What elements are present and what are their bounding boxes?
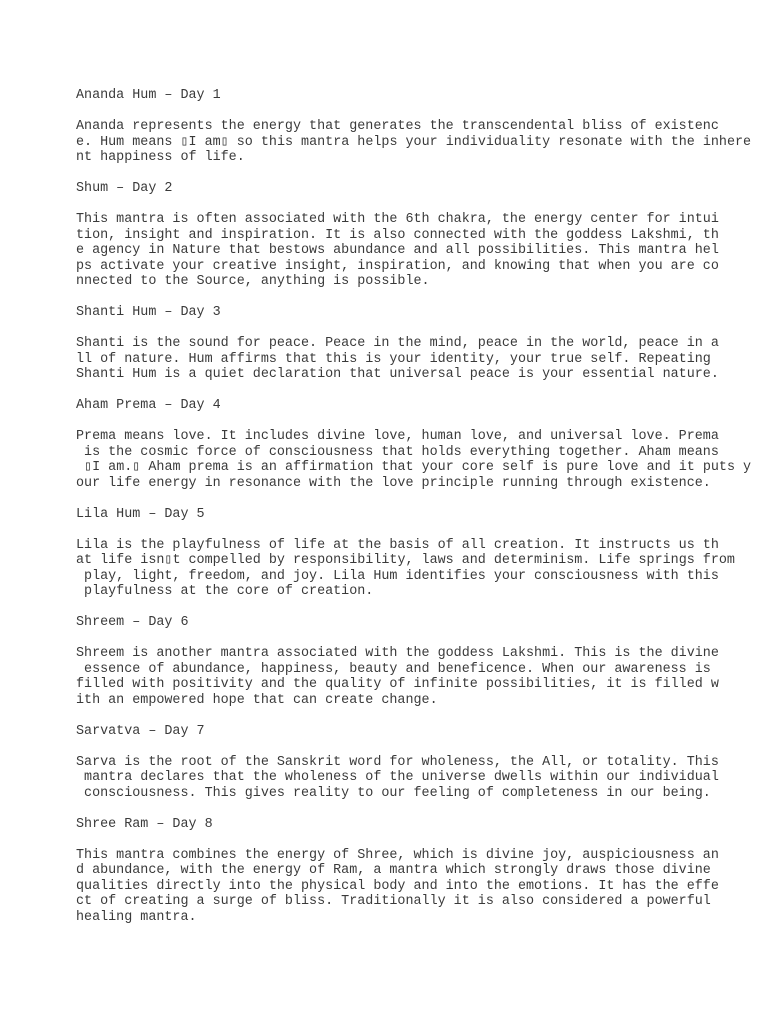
- body-line: mantra declares that the wholeness of the universe dwells within our individual: [76, 770, 719, 785]
- section-day-4: [76, 398, 752, 491]
- body-line: Shanti is the sound for peace. Peace in the mind, peace in the world, peace in a: [76, 336, 719, 351]
- body-line: is the cosmic force of consciousness that holds everything together. Aham means: [76, 444, 719, 460]
- body-line: play, light, freedom, and joy. Lila Hum identifies your consciousness with this: [76, 568, 719, 584]
- body-line: e. Hum means ▯I am▯ so this mantra helps your individuality resonate with the inhere: [76, 134, 752, 150]
- section-heading: Aham Prema – Day 4: [76, 398, 221, 413]
- body-line: essence of abundance, happiness, beauty and beneficence. When our awareness is: [76, 661, 711, 677]
- body-line: ▯I am.▯ Aham prema is an affirmation that your core self is pure love and it puts y: [76, 460, 752, 475]
- section-heading: Shreem – Day 6: [76, 615, 189, 630]
- body-line: consciousness. This gives reality to our feeling of completeness in our being.: [76, 785, 711, 801]
- section-body: [76, 538, 736, 600]
- body-line: healing mantra.: [76, 909, 197, 925]
- body-line: ct of creating a surge of bliss. Traditionally it is also considered a powerful: [76, 894, 711, 909]
- body-line: qualities directly into the physical body and into the emotions. It has the effe: [76, 878, 719, 894]
- body-line: ps activate your creative insight, inspiration, and knowing that when you are co: [76, 258, 719, 274]
- section-day-5: [76, 507, 736, 600]
- section-heading: Shum – Day 2: [76, 181, 173, 196]
- body-line: playfulness at the core of creation.: [76, 584, 374, 599]
- body-line: Lila is the playfulness of life at the basis of all creation. It instructs us th: [76, 537, 719, 553]
- body-line: Shreem is another mantra associated with the goddess Lakshmi. This is the divine: [76, 646, 719, 661]
- body-line: This mantra combines the energy of Shree, which is divine joy, auspiciousness an: [76, 847, 719, 863]
- body-line: d abundance, with the energy of Ram, a mantra which strongly draws those divine: [76, 863, 711, 878]
- section-heading: Sarvatva – Day 7: [76, 723, 205, 739]
- body-line: at life isn▯t compelled by responsibility, laws and determinism. Life springs from: [76, 553, 735, 568]
- section-body: [76, 119, 752, 166]
- section-body: [76, 646, 736, 708]
- body-line: filled with positivity and the quality of infinite possibilities, it is filled w: [76, 677, 719, 692]
- body-line: Prema means love. It includes divine love, human love, and universal love. Prema: [76, 429, 719, 444]
- section-body: [76, 429, 752, 491]
- section-heading: Ananda Hum – Day 1: [76, 88, 221, 103]
- body-line: e agency in Nature that bestows abundance and all possibilities. This mantra hel: [76, 243, 719, 258]
- body-line: tion, insight and inspiration. It is also connected with the goddess Lakshmi, th: [76, 227, 719, 243]
- section-day-2: [76, 181, 736, 290]
- section-day-1: [76, 88, 752, 166]
- body-line: Shanti Hum is a quiet declaration that universal peace is your essential nature.: [76, 367, 719, 382]
- section-heading: Shree Ram – Day 8: [76, 816, 213, 832]
- body-line: ll of nature. Hum affirms that this is your identity, your true self. Repeating: [76, 351, 711, 367]
- document-page: [76, 88, 752, 941]
- body-line: ith an empowered hope that can create change.: [76, 692, 438, 708]
- body-line: This mantra is often associated with the 6th chakra, the energy center for intui: [76, 212, 719, 227]
- section-day-8: [76, 817, 736, 926]
- section-day-7: [76, 724, 736, 802]
- section-day-3: [76, 305, 736, 383]
- section-heading: Shanti Hum – Day 3: [76, 305, 221, 320]
- body-line: nt happiness of life.: [76, 150, 245, 165]
- section-body: [76, 848, 736, 926]
- body-line: our life energy in resonance with the love principle running through existence.: [76, 475, 711, 491]
- section-body: [76, 212, 736, 290]
- body-line: Sarva is the root of the Sanskrit word for wholeness, the All, or totality. This: [76, 754, 719, 770]
- section-body: [76, 336, 736, 383]
- section-day-6: [76, 615, 736, 708]
- section-heading: Lila Hum – Day 5: [76, 506, 205, 522]
- section-body: [76, 755, 736, 802]
- body-line: Ananda represents the energy that generates the transcendental bliss of existenc: [76, 119, 719, 134]
- body-line: nnected to the Source, anything is possible.: [76, 274, 430, 289]
